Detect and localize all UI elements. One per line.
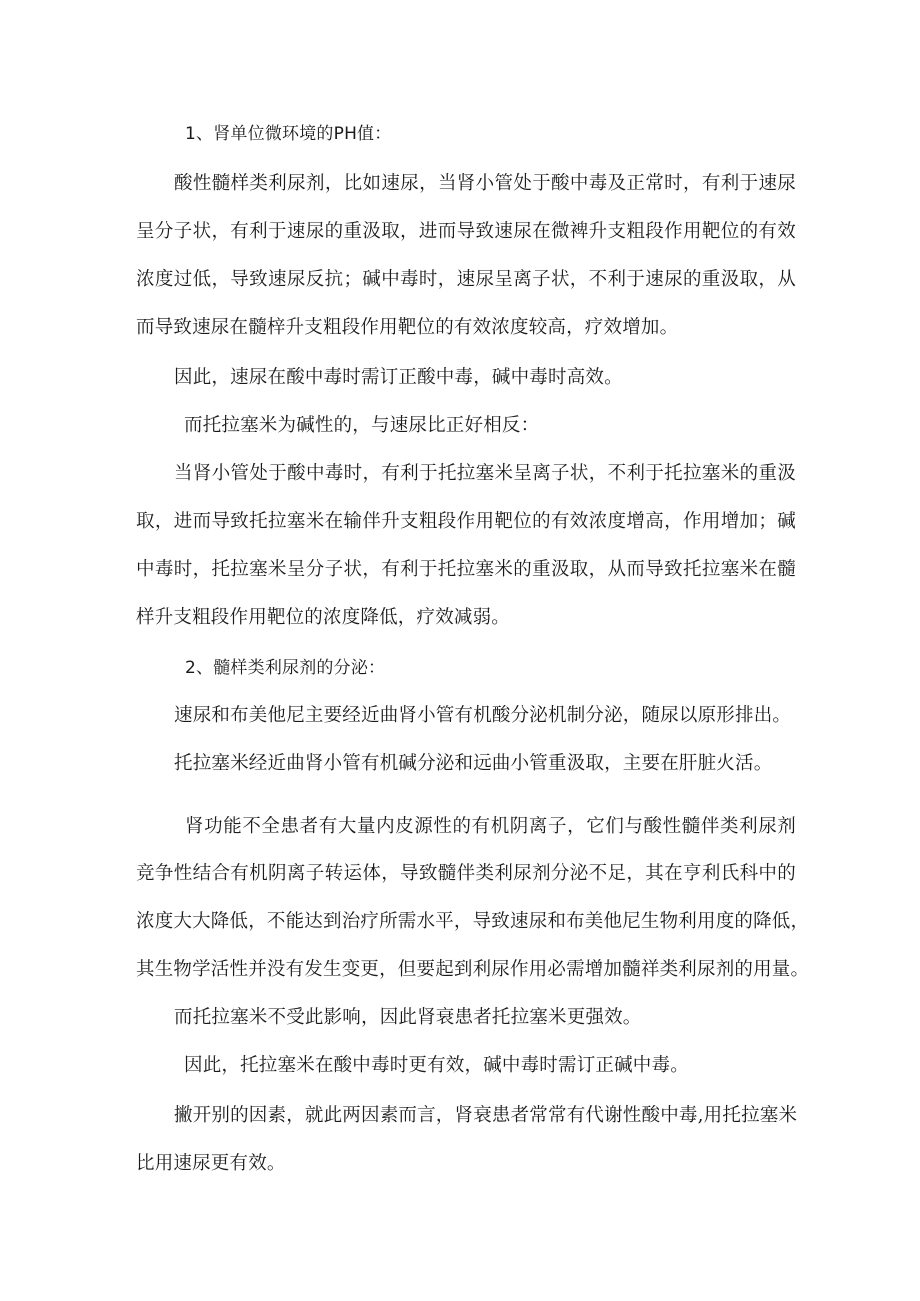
- paragraph-line: 而托拉塞米为碱性的，与速尿比正好相反：: [184, 415, 540, 436]
- paragraph-line: 酸性髓样类利尿剂，比如速尿，当肾小管处于酸中毒及正常时，有利于速尿: [174, 173, 796, 194]
- paragraph-line: 托拉塞米经近曲肾小管有机碱分泌和远曲小管重汲取，主要在肝脏火活。: [174, 753, 773, 774]
- section-heading-2: 2、髓样类利尿剂的分泌：: [185, 658, 386, 678]
- paragraph-line: 呈分子状，有利于速尿的重汲取，进而导致速尿在微裨升支粗段作用靶位的有效: [136, 221, 796, 242]
- paragraph-line: 而托拉塞米不受此影响，因此肾衰患者托拉塞米更强效。: [174, 1007, 642, 1028]
- paragraph-line: 浓度大大降低，不能达到治疗所需水平，导致速尿和布美他尼生物利用度的降低，: [136, 911, 810, 932]
- paragraph-line: 而导致速尿在髓梓升支粗段作用靶位的有效浓度较高，疗效增加。: [136, 317, 679, 338]
- paragraph-line: 中毒时，托拉塞米呈分子状，有利于托拉塞米的重汲取，从而导致托拉塞米在髓: [136, 559, 796, 580]
- paragraph-line: 因此，托拉塞米在酸中毒时更有效，碱中毒时需订正碱中毒。: [184, 1055, 689, 1076]
- paragraph-line: 其生物学活性并没有发生变更，但要起到利尿作用必需增加髓祥类利尿剂的用量。: [136, 959, 810, 980]
- section-heading-1: 1、肾单位微环境的PH值：: [185, 124, 392, 144]
- paragraph-line: 浓度过低，导致速尿反抗；碱中毒时，速尿呈离子状，不利于速尿的重汲取，从: [136, 269, 796, 290]
- paragraph-line: 当肾小管处于酸中毒时，有利于托拉塞米呈离子状，不利于托拉塞米的重汲: [174, 463, 796, 484]
- paragraph-line: 肾功能不全患者有大量内皮源性的有机阴离子，它们与酸性髓伴类利尿剂: [185, 816, 796, 837]
- paragraph-line: 因此，速尿在酸中毒时需订正酸中毒，碱中毒时高效。: [174, 367, 623, 388]
- paragraph-line: 竞争性结合有机阴离子转运体，导致髓伴类利尿剂分泌不足，其在亨利氏科中的: [136, 863, 796, 884]
- paragraph-line: 比用速尿更有效。: [136, 1153, 286, 1174]
- paragraph-line: 取，进而导致托拉塞米在输伴升支粗段作用靶位的有效浓度增高，作用增加；碱: [136, 511, 796, 532]
- paragraph-line: 撇开别的因素，就此两因素而言，肾衰患者常常有代谢性酸中毒,用托拉塞米: [174, 1105, 798, 1126]
- paragraph-line: 样升支粗段作用靶位的浓度降低，疗效减弱。: [136, 607, 511, 628]
- paragraph-line: 速尿和布美他尼主要经近曲肾小管有机酸分泌机制分泌，随尿以原形排出。: [174, 705, 792, 726]
